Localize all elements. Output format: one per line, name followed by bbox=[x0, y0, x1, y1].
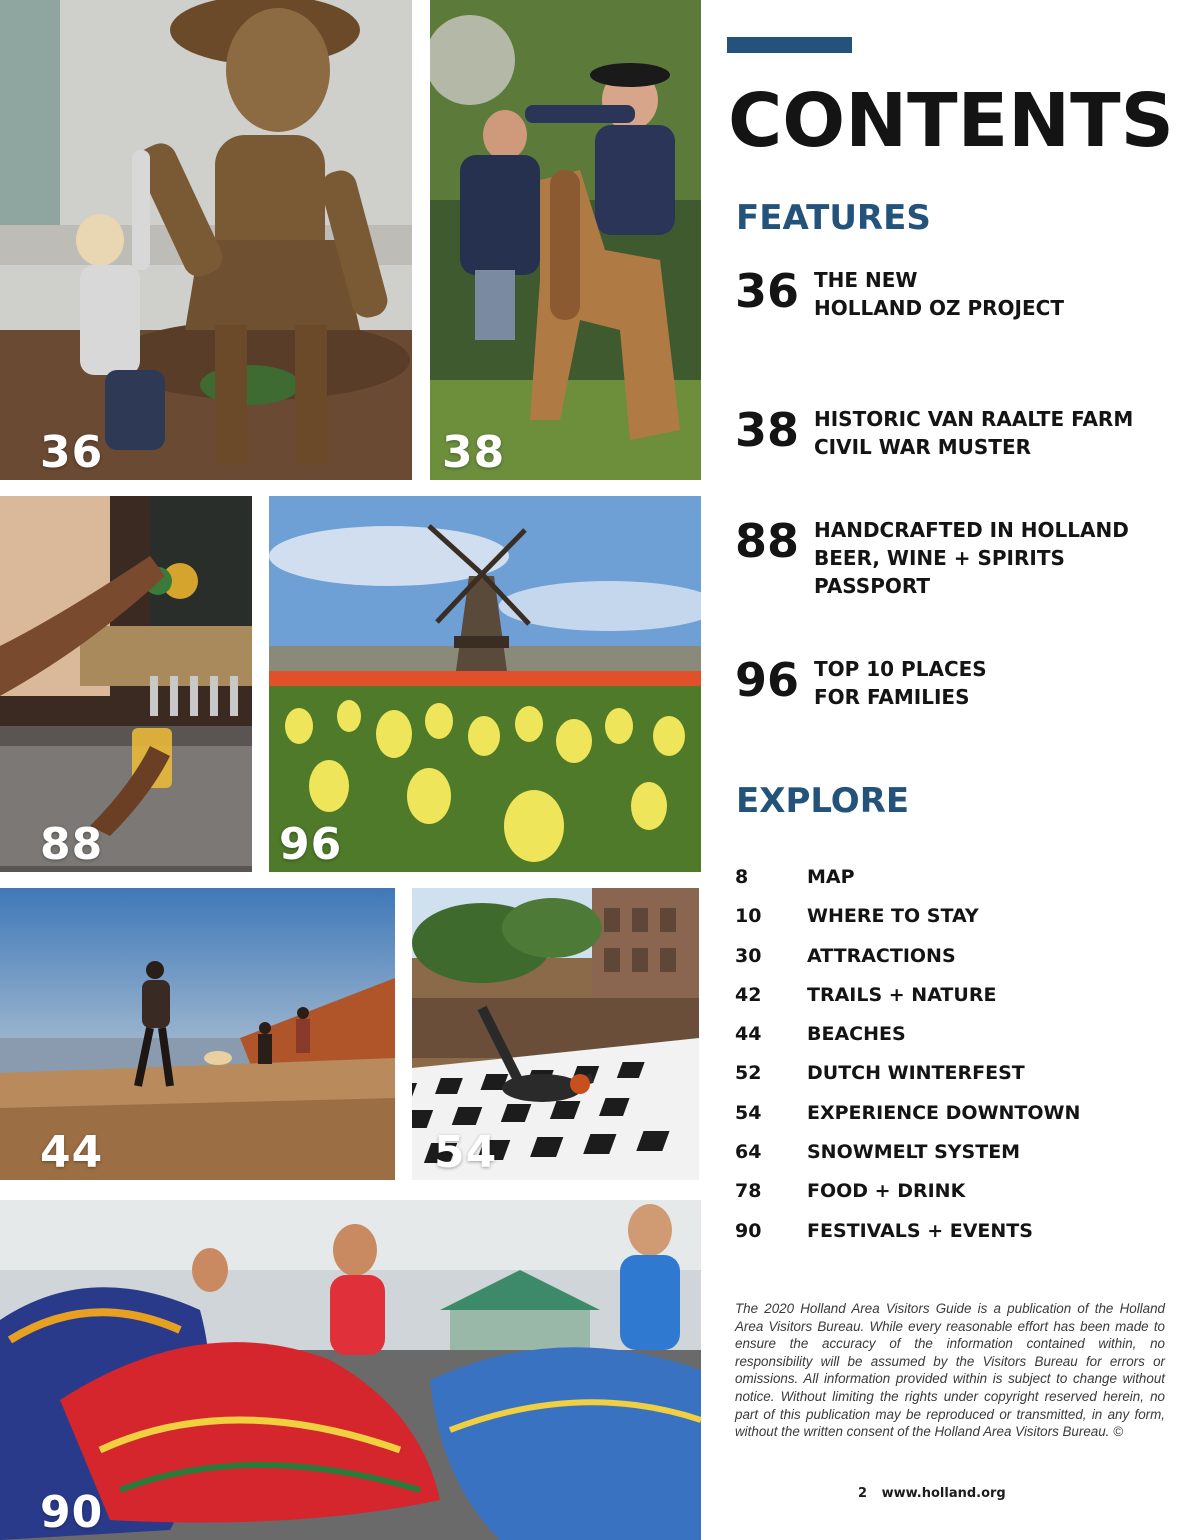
explore-heading: EXPLORE bbox=[736, 781, 910, 821]
feature-title bbox=[814, 516, 1174, 600]
page-title: CONTENTS bbox=[728, 78, 1174, 164]
oz-statue-photo bbox=[0, 0, 412, 480]
folk-dancers-photo bbox=[0, 1200, 701, 1540]
disclaimer-text: The 2020 Holland Area Visitors Guide is a publication of the Holland Area Visitors Bureau. While every reasonable effort has been made to ensure the accuracy of the information contained within, no responsibility will be assumed by the Visitors Bureau for errors or omissions. All information provided within is subject to change without notice. Without limiting the rights under copyright reserved herein, no part of this publication may be reproduced or transmitted, in any form, without the written consent of the Holland Area Visitors Bureau. © bbox=[735, 1301, 1165, 1440]
street-dancer-photo bbox=[412, 888, 699, 1180]
footer-page-number: 2 bbox=[858, 1486, 868, 1501]
explore-list bbox=[735, 864, 1175, 1257]
feature-title-line: THE NEW bbox=[814, 268, 918, 292]
feature-page-number: 96 bbox=[735, 653, 800, 707]
feature-title-line: CIVIL WAR MUSTER bbox=[814, 435, 1032, 459]
explore-page-number: 64 bbox=[735, 1141, 762, 1164]
photo-page-number: 90 bbox=[40, 1487, 104, 1538]
explore-item[interactable] bbox=[735, 1139, 1175, 1178]
photo-page-number: 88 bbox=[40, 819, 104, 870]
explore-label: MAP bbox=[807, 866, 855, 888]
feature-title-line: TOP 10 PLACES bbox=[814, 657, 987, 681]
photo-page-number: 36 bbox=[40, 427, 104, 478]
beer-tap-photo bbox=[0, 496, 252, 872]
feature-title bbox=[814, 266, 1174, 322]
windmill-tulips-photo bbox=[269, 496, 701, 872]
feature-title bbox=[814, 655, 1174, 711]
explore-page-number: 52 bbox=[735, 1062, 762, 1085]
accent-bar bbox=[727, 37, 852, 53]
explore-label: DUTCH WINTERFEST bbox=[807, 1062, 1025, 1085]
explore-page-number: 42 bbox=[735, 983, 762, 1006]
explore-item[interactable] bbox=[735, 1100, 1175, 1139]
explore-item[interactable] bbox=[735, 1021, 1175, 1060]
feature-title bbox=[814, 405, 1174, 461]
feature-page-number: 88 bbox=[735, 514, 800, 568]
explore-item[interactable] bbox=[735, 1060, 1175, 1099]
explore-label: EXPERIENCE DOWNTOWN bbox=[807, 1101, 1081, 1124]
feature-page-number: 38 bbox=[735, 403, 800, 457]
explore-label: WHERE TO STAY bbox=[807, 905, 979, 928]
photo-page-number: 54 bbox=[434, 1127, 498, 1178]
feature-title-line: HISTORIC VAN RAALTE FARM bbox=[814, 407, 1134, 431]
photo-page-number: 96 bbox=[279, 819, 343, 870]
photo-page-number: 44 bbox=[40, 1127, 104, 1178]
feature-title-line: FOR FAMILIES bbox=[814, 685, 970, 709]
explore-label: BEACHES bbox=[807, 1023, 906, 1046]
explore-page-number: 10 bbox=[735, 905, 762, 928]
explore-item[interactable] bbox=[735, 943, 1175, 982]
explore-page-number: 90 bbox=[735, 1219, 762, 1242]
explore-label: FESTIVALS + EVENTS bbox=[807, 1219, 1033, 1242]
features-heading: FEATURES bbox=[736, 198, 931, 238]
explore-item[interactable] bbox=[735, 864, 1175, 903]
explore-page-number: 30 bbox=[735, 944, 762, 967]
explore-page-number: 8 bbox=[735, 866, 749, 888]
explore-page-number: 54 bbox=[735, 1101, 762, 1124]
explore-item[interactable] bbox=[735, 982, 1175, 1021]
feature-title-line: HOLLAND OZ PROJECT bbox=[814, 296, 1064, 320]
explore-label: FOOD + DRINK bbox=[807, 1180, 966, 1203]
footer-url[interactable]: www.holland.org bbox=[881, 1486, 1006, 1501]
explore-item[interactable] bbox=[735, 1218, 1175, 1257]
feature-title-line: HANDCRAFTED IN HOLLAND bbox=[814, 518, 1129, 542]
explore-page-number: 44 bbox=[735, 1023, 762, 1046]
feature-title-line: PASSPORT bbox=[814, 574, 931, 598]
page-footer bbox=[858, 1486, 1016, 1501]
explore-page-number: 78 bbox=[735, 1180, 762, 1203]
explore-item[interactable] bbox=[735, 903, 1175, 942]
explore-item[interactable] bbox=[735, 1178, 1175, 1217]
explore-label: TRAILS + NATURE bbox=[807, 983, 997, 1006]
explore-label: SNOWMELT SYSTEM bbox=[807, 1141, 1021, 1164]
photo-page-number: 38 bbox=[442, 427, 506, 478]
explore-label: ATTRACTIONS bbox=[807, 944, 956, 967]
feature-title-line: BEER, WINE + SPIRITS bbox=[814, 546, 1065, 570]
civil-war-reenactment-photo bbox=[430, 0, 701, 480]
feature-page-number: 36 bbox=[735, 264, 800, 318]
beach-sunset-photo bbox=[0, 888, 395, 1180]
